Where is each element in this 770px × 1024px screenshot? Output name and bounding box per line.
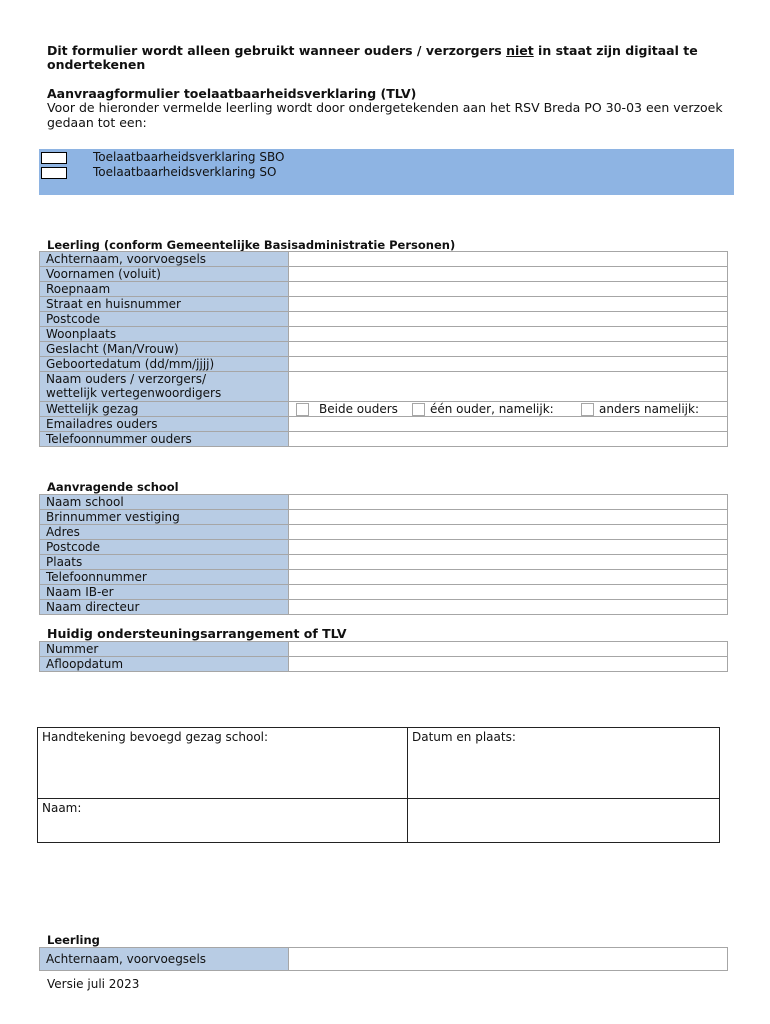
table-row [40,585,728,600]
row-label: Brinnummer vestiging [40,510,289,525]
row-label-line: Naam ouders / verzorgers/ [46,372,207,386]
table-row [40,327,728,342]
field-handtekening[interactable] [38,728,408,799]
version-footer: Versie juli 2023 [47,977,140,991]
field-voornamen[interactable] [289,267,728,282]
row-label: Postcode [40,312,289,327]
row-label: Voornamen (voluit) [40,267,289,282]
intro-emphasis: niet [506,43,534,58]
field-roepnaam[interactable] [289,282,728,297]
table-row [40,342,728,357]
section-title-arrangement: Huidig ondersteuningsarrangement of TLV [47,626,347,641]
table-row [40,417,728,432]
naam-label: Naam: [42,801,82,815]
form-title: Aanvraagformulier toelaatbaarheidsverklaring (TLV) [47,86,417,101]
row-label: Roepnaam [40,282,289,297]
field-naam-directeur[interactable] [289,600,728,615]
field-straat[interactable] [289,297,728,312]
row-label: Nummer [40,642,289,657]
row-label-line: wettelijk vertegenwoordigers [46,386,222,400]
field-wettelijk-gezag [289,402,728,417]
table-row [40,948,728,971]
option-sbo-label: Toelaatbaarheidsverklaring SBO [93,150,285,164]
checkbox-anders[interactable] [581,403,594,416]
row-label: Geboortedatum (dd/mm/jjjj) [40,357,289,372]
intro-notice [47,44,737,72]
row-label: Achternaam, voorvoegsels [40,948,289,971]
row-label: Plaats [40,555,289,570]
field-naam-school[interactable] [289,495,728,510]
table-row [40,540,728,555]
field-naam-ouders[interactable] [289,372,728,402]
table-row [40,600,728,615]
intro-text-after: in staat zijn digitaal te ondertekenen [47,43,698,72]
field-adres[interactable] [289,525,728,540]
handtekening-label: Handtekening bevoegd gezag school: [42,730,269,744]
row-label: Adres [40,525,289,540]
table-row [40,372,728,402]
row-label: Naam school [40,495,289,510]
field-naam-ib-er[interactable] [289,585,728,600]
checkbox-een-ouder[interactable] [412,403,425,416]
row-label: Telefoonnummer [40,570,289,585]
row-label: Telefoonnummer ouders [40,432,289,447]
section-title-leerling-page2: Leerling [47,933,100,947]
table-row [40,267,728,282]
field-postcode[interactable] [289,312,728,327]
arrangement-table [39,641,728,672]
checkbox-beide-ouders[interactable] [296,403,309,416]
table-row [40,357,728,372]
field-achternaam[interactable] [289,252,728,267]
checkbox-so[interactable] [41,167,67,179]
row-label: Woonplaats [40,327,289,342]
option-so[interactable] [39,165,439,180]
row-label: Naam directeur [40,600,289,615]
field-achternaam-page2[interactable] [289,948,728,971]
field-nummer[interactable] [289,642,728,657]
table-row [40,282,728,297]
field-emailadres[interactable] [289,417,728,432]
field-plaats[interactable] [289,555,728,570]
gezag-options [289,402,727,416]
tlv-type-selection [39,149,734,195]
datum-plaats-label: Datum en plaats: [412,730,516,744]
field-naam[interactable] [38,799,408,843]
field-telefoon-ouders[interactable] [289,432,728,447]
school-table [39,494,728,615]
field-geboortedatum[interactable] [289,357,728,372]
leerling-page2-table [39,947,728,971]
row-label: Geslacht (Man/Vrouw) [40,342,289,357]
gezag-beide-ouders-label: Beide ouders [319,402,398,416]
section-title-leerling: Leerling (conform Gemeentelijke Basisadministratie Personen) [47,238,456,252]
row-label: Afloopdatum [40,657,289,672]
signature-table [37,727,720,843]
table-row [40,525,728,540]
table-row [40,402,728,417]
field-geslacht[interactable] [289,342,728,357]
table-row [40,495,728,510]
row-label-ouders [40,372,289,402]
table-row [40,555,728,570]
table-row [40,297,728,312]
row-label: Emailadres ouders [40,417,289,432]
table-row [40,252,728,267]
table-row [40,570,728,585]
table-row [40,642,728,657]
table-row [38,799,720,843]
table-row [40,657,728,672]
gezag-anders-label: anders namelijk: [599,402,699,416]
gezag-een-ouder-label: één ouder, namelijk: [430,402,554,416]
table-row [38,728,720,799]
field-afloopdatum[interactable] [289,657,728,672]
row-label: Straat en huisnummer [40,297,289,312]
field-naam-extra[interactable] [408,799,720,843]
field-datum-plaats[interactable] [408,728,720,799]
intro-text-before: Dit formulier wordt alleen gebruikt wanneer ouders / verzorgers [47,43,507,58]
row-label: Wettelijk gezag [40,402,289,417]
table-row [40,510,728,525]
row-label: Achternaam, voorvoegsels [40,252,289,267]
checkbox-sbo[interactable] [41,152,67,164]
option-sbo[interactable] [39,150,439,165]
field-school-postcode[interactable] [289,540,728,555]
leerling-table [39,251,728,447]
row-label: Naam IB-er [40,585,289,600]
section-title-school: Aanvragende school [47,480,179,494]
table-row [40,432,728,447]
row-label: Postcode [40,540,289,555]
field-woonplaats[interactable] [289,327,728,342]
form-description: Voor de hieronder vermelde leerling wordt door ondergetekenden aan het RSV Breda PO 30-03 een verzoek gedaan tot een: [47,100,723,130]
option-so-label: Toelaatbaarheidsverklaring SO [93,165,277,179]
field-brinnummer[interactable] [289,510,728,525]
table-row [40,312,728,327]
field-telefoonnummer[interactable] [289,570,728,585]
